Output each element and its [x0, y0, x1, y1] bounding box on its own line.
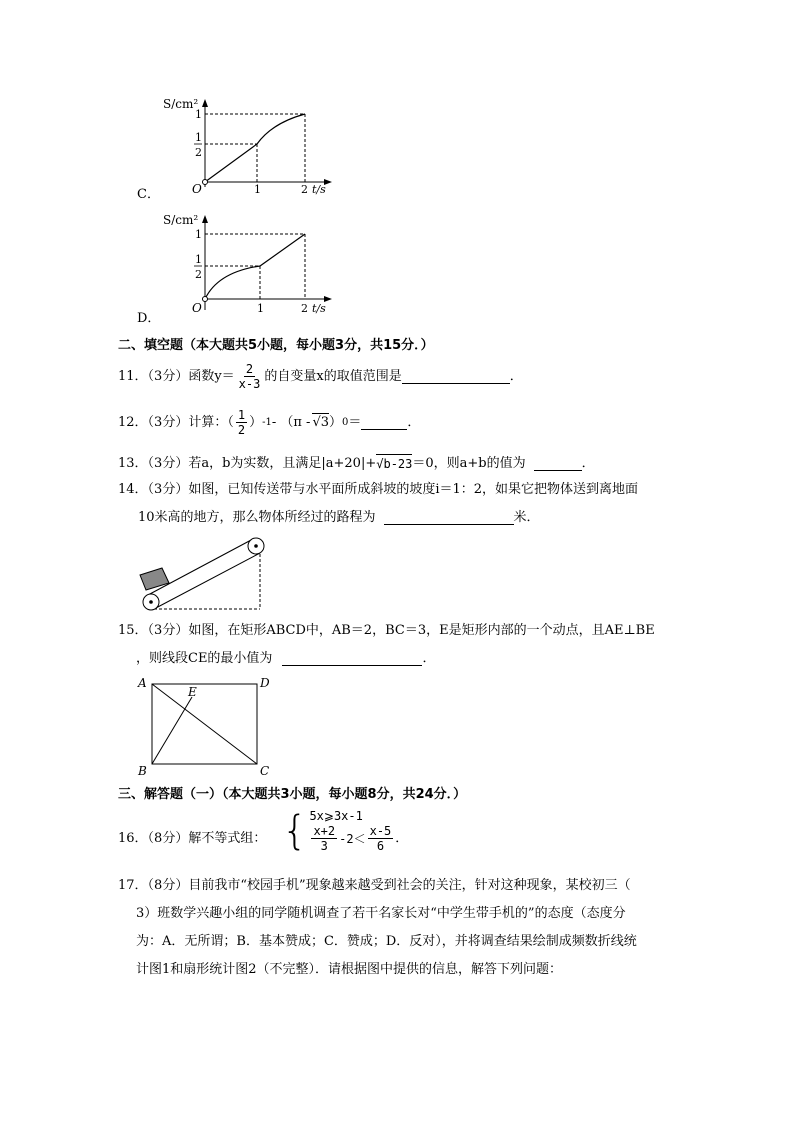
question-17-line1: 17．（8分）目前我市“校园手机”现象越来越受到社会的关注，针对这种现象，某校初三（ — [118, 878, 631, 893]
q16-frac1: $\frac{x+2}{3}$ — [313, 824, 336, 853]
q16-brace: { — [282, 807, 308, 854]
graph-d-origin-dot — [203, 297, 208, 302]
graph-d — [160, 210, 335, 320]
q11-end: ． — [509, 368, 523, 384]
box-object — [140, 568, 169, 590]
question-11 — [118, 362, 523, 391]
section-2-title: 二、填空题（本大题共5小题，每小题3分，共15分．） — [118, 338, 434, 353]
graph-c — [160, 95, 335, 195]
q16-frac2: $\frac{x-5}{6}$ — [369, 824, 392, 853]
graph-d-yhalf-num: 1 — [195, 253, 202, 266]
question-15-line1: 15．（3分）如图，在矩形ABCD中，AB＝2，BC＝3，E是矩形内部的一个动点，且AE⊥BE — [118, 623, 655, 638]
graph-c-origin: O — [192, 182, 202, 195]
q13-sqrt: √b-23 — [376, 454, 412, 473]
graph-d-origin: O — [192, 301, 202, 315]
section-3-title: 三、解答题（一）（本大题共3小题，每小题8分，共24分．） — [118, 787, 467, 802]
point-c: C — [260, 764, 270, 777]
q11-fraction: $\frac{2}{x-3}$ — [238, 362, 261, 391]
q16-ineq1: 5x⩾3x-1 — [309, 809, 363, 823]
graph-c-x1: 1 — [254, 183, 261, 195]
question-17-line3: 为：A．无所谓；B．基本赞成；C．赞成；D．反对），并将调查结果绘制成频数折线统 — [136, 934, 637, 949]
graph-c-yhalf-den: 2 — [195, 146, 202, 159]
point-d: D — [260, 676, 270, 690]
question-17-line4: 计图1和扇形统计图2（不完整）．请根据图中提供的信息，解答下列问题： — [136, 962, 563, 977]
q13-text: 13．（3分）若a，b为实数，且满足|a+20|+ — [118, 455, 377, 471]
graph-c-yhalf-num: 1 — [195, 131, 202, 144]
question-16-text: 16．（8分）解不等式组： — [118, 831, 267, 846]
graph-c-xlabel: t/s — [312, 183, 326, 195]
graph-d-y-arrow — [202, 215, 208, 223]
rectangle-figure — [134, 673, 274, 777]
graph-d-ylabel: S/cm² — [163, 213, 199, 227]
point-b: B — [138, 764, 147, 777]
question-12: 12．（3分）计算：（ $\frac{1}{2}$ ） -1 - （π - √3 ） 0 ＝ ． — [118, 408, 421, 437]
q12-exp-neg1: -1 — [262, 416, 272, 428]
question-14-line1: 14．（3分）如图，已知传送带与水平面所成斜坡的坡度i＝1：2，如果它把物体送到离地面 — [118, 482, 639, 497]
option-c-label: C． — [137, 187, 160, 202]
q13-answer-blank[interactable] — [534, 457, 582, 471]
q14-answer-blank[interactable] — [384, 511, 514, 525]
question-14-line2: 10米高的地方，那么物体所经过的路程为 米． — [138, 510, 540, 525]
question-13: 13．（3分）若a，b为实数，且满足|a+20|+ √b-23 ＝0，则a+b的值为 ． — [118, 455, 595, 471]
question-17-line2: 3）班数学兴趣小组的同学随机调查了若干名家长对“中学生带手机的”的态度（态度分 — [136, 906, 626, 921]
graph-c-y-arrow — [202, 99, 208, 107]
q11-answer-blank[interactable] — [402, 370, 510, 384]
graph-c-ytop: 1 — [195, 108, 202, 121]
graph-d-x1: 1 — [257, 302, 264, 315]
graph-d-yhalf-den: 2 — [195, 268, 202, 281]
graph-c-origin-dot — [203, 180, 208, 185]
q12-fraction: $\frac{1}{2}$ — [237, 408, 246, 437]
q11-rest: 的自变量x的取值范围是 — [264, 368, 402, 384]
q12-sqrt: √3 — [312, 415, 330, 430]
graph-d-xlabel: t/s — [312, 302, 326, 315]
q16-system: { 5x⩾3x-1 $\frac{x+2}{3}$ -2＜ $\frac{x-5}{6}$ ． — [282, 807, 409, 854]
q11-text: 11．（3分）函数y＝ — [118, 368, 235, 384]
q12-text: 12．（3分）计算：（ — [118, 414, 234, 430]
q12-exp-0: 0 — [342, 416, 349, 428]
point-e: E — [188, 685, 197, 699]
point-a: A — [138, 676, 147, 690]
graph-d-x2: 2 — [301, 302, 308, 315]
q15-answer-blank[interactable] — [282, 652, 422, 666]
graph-c-ylabel: S/cm² — [163, 97, 199, 111]
question-15-line2: ，则线段CE的最小值为 ． — [136, 651, 436, 666]
q12-answer-blank[interactable] — [361, 416, 407, 430]
conveyor-belt-figure — [132, 530, 272, 615]
graph-c-x2: 2 — [301, 183, 308, 195]
option-d-label: D． — [137, 311, 161, 326]
graph-c-curve — [205, 114, 305, 182]
graph-d-ytop: 1 — [195, 228, 202, 241]
